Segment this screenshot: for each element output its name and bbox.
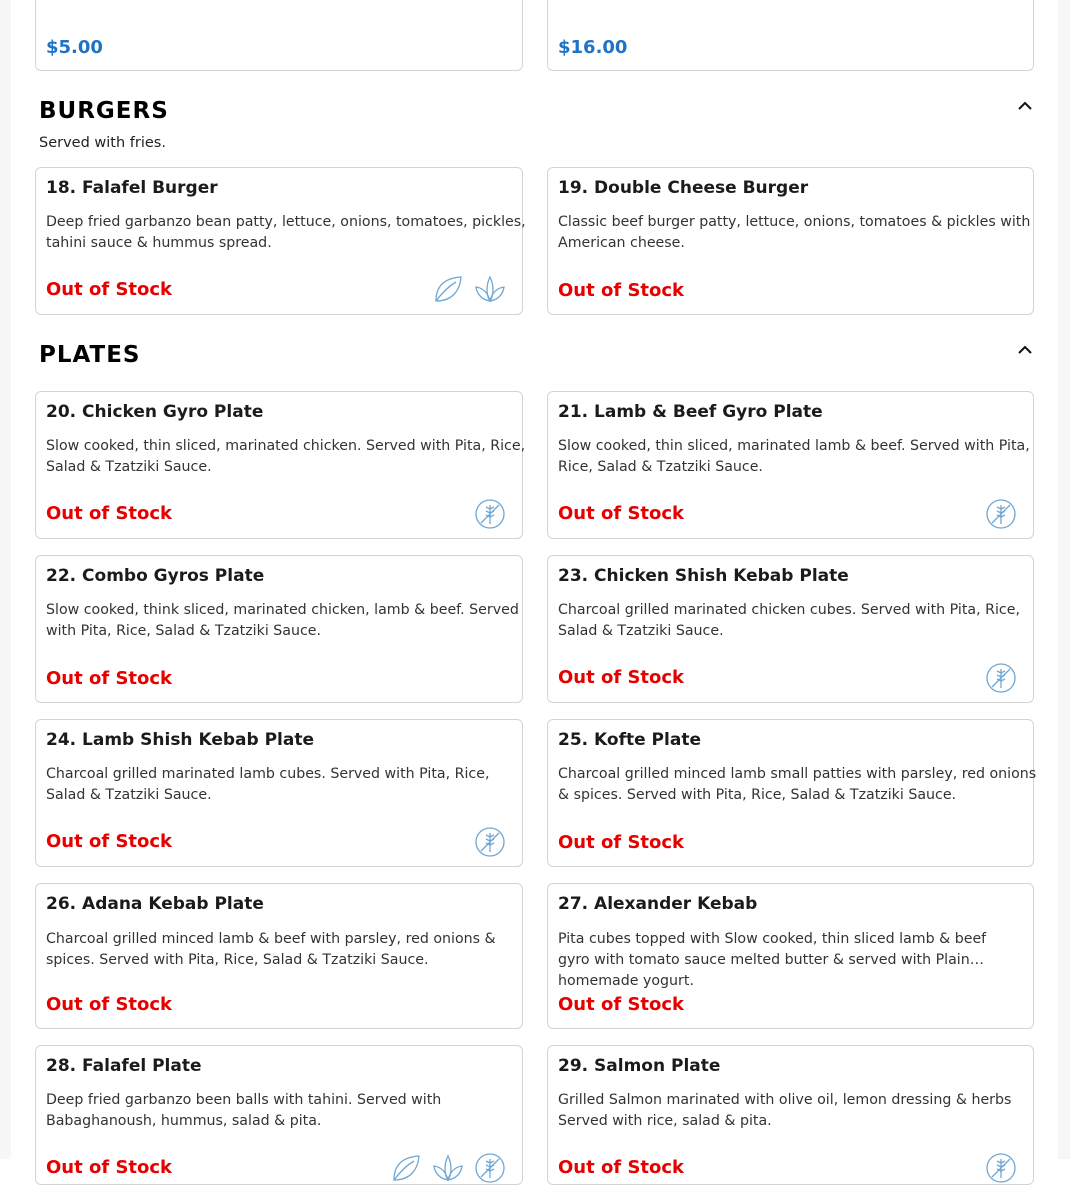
item-name: 21. Lamb & Beef Gyro Plate bbox=[558, 402, 823, 422]
item-price: $5.00 bbox=[46, 37, 103, 58]
menu-item-card[interactable] bbox=[35, 883, 523, 1029]
item-name: 26. Adana Kebab Plate bbox=[46, 894, 264, 914]
vegetarian-leaf-icon bbox=[432, 273, 464, 305]
item-description: Slow cooked, thin sliced, marinated chicken. Served with Pita, Rice, Salad & Tzatziki Sauce. bbox=[46, 438, 526, 475]
menu-item-card[interactable] bbox=[547, 391, 1034, 539]
item-name: 25. Kofte Plate bbox=[558, 730, 701, 750]
item-name: 22. Combo Gyros Plate bbox=[46, 566, 265, 586]
gluten-free-icon bbox=[985, 498, 1017, 530]
item-description: Charcoal grilled minced lamb & beef with parsley, red onions & spices. Served with Pita, Rice, Salad & Tzatziki Sauce. bbox=[46, 931, 496, 968]
item-name: 29. Salmon Plate bbox=[558, 1056, 721, 1076]
gluten-free-icon bbox=[474, 826, 506, 858]
stock-status: Out of Stock bbox=[46, 668, 173, 689]
menu-item-card[interactable] bbox=[35, 719, 523, 867]
menu-item-card[interactable] bbox=[35, 167, 526, 315]
item-price: $16.00 bbox=[558, 37, 628, 58]
item-description: Charcoal grilled marinated chicken cubes. Served with Pita, Rice, Salad & Tzatziki Sauce. bbox=[558, 602, 1020, 639]
vegetarian-leaf-icon bbox=[390, 1152, 422, 1184]
menu-item-card[interactable] bbox=[35, 1045, 523, 1185]
section-subtitle: Served with fries. bbox=[39, 135, 166, 151]
collapse-section-button[interactable] bbox=[1014, 338, 1036, 360]
menu-item-card[interactable] bbox=[547, 0, 1034, 71]
stock-status: Out of Stock bbox=[558, 667, 685, 688]
item-description: Slow cooked, think sliced, marinated chicken, lamb & beef. Served with Pita, Rice, Salad & Tzatziki Sauce. bbox=[46, 602, 519, 639]
section-title: PLATES bbox=[39, 342, 141, 368]
gluten-free-icon bbox=[985, 1152, 1017, 1184]
vegan-plant-icon bbox=[432, 1152, 464, 1184]
menu-item-card[interactable] bbox=[35, 0, 523, 71]
vegan-plant-icon bbox=[474, 273, 506, 305]
item-description: Slow cooked, thin sliced, marinated lamb & beef. Served with Pita, Rice, Salad & Tzatziki Sauce. bbox=[558, 438, 1030, 475]
gluten-free-icon bbox=[474, 498, 506, 530]
menu-item-card[interactable] bbox=[547, 555, 1034, 703]
menu-item-card[interactable] bbox=[35, 391, 526, 539]
chevron-up-icon bbox=[1018, 345, 1032, 354]
gluten-free-icon bbox=[474, 1152, 506, 1184]
item-description: Deep fried garbanzo been balls with tahini. Served with Babaghanoush, hummus, salad & pita. bbox=[46, 1092, 442, 1129]
menu-item-card[interactable] bbox=[35, 555, 523, 703]
stock-status: Out of Stock bbox=[558, 994, 685, 1015]
chevron-up-icon bbox=[1018, 101, 1032, 110]
item-description: Classic beef burger patty, lettuce, onions, tomatoes & pickles with American cheese. bbox=[558, 214, 1031, 251]
item-name: 24. Lamb Shish Kebab Plate bbox=[46, 730, 314, 750]
item-name: 23. Chicken Shish Kebab Plate bbox=[558, 566, 849, 586]
item-name: 19. Double Cheese Burger bbox=[558, 178, 809, 198]
item-name: 27. Alexander Kebab bbox=[558, 894, 758, 914]
item-name: 20. Chicken Gyro Plate bbox=[46, 402, 264, 422]
stock-status: Out of Stock bbox=[558, 1157, 685, 1178]
stock-status: Out of Stock bbox=[46, 831, 173, 852]
menu-item-card[interactable] bbox=[547, 719, 1037, 867]
menu-item-card[interactable] bbox=[547, 167, 1034, 315]
item-name: 28. Falafel Plate bbox=[46, 1056, 202, 1076]
section-title: BURGERS bbox=[39, 98, 169, 124]
stock-status: Out of Stock bbox=[558, 280, 685, 301]
item-description: Grilled Salmon marinated with olive oil, lemon dressing & herbs Served with rice, salad & pita. bbox=[558, 1092, 1012, 1129]
gluten-free-icon bbox=[985, 662, 1017, 694]
item-description: Charcoal grilled marinated lamb cubes. Served with Pita, Rice, Salad & Tzatziki Sauce. bbox=[46, 766, 490, 803]
item-description: Deep fried garbanzo bean patty, lettuce, onions, tomatoes, pickles, tahini sauce & hummus spread. bbox=[46, 214, 526, 251]
item-name: 18. Falafel Burger bbox=[46, 178, 218, 198]
stock-status: Out of Stock bbox=[46, 279, 173, 300]
menu-item-card[interactable] bbox=[547, 1045, 1034, 1185]
stock-status: Out of Stock bbox=[558, 832, 685, 853]
collapse-section-button[interactable] bbox=[1014, 94, 1036, 116]
item-description: Charcoal grilled minced lamb small patties with parsley, red onions & spices. Served with Pita, Rice, Salad & Tzatziki Sauce. bbox=[558, 766, 1037, 803]
stock-status: Out of Stock bbox=[46, 503, 173, 524]
stock-status: Out of Stock bbox=[46, 994, 173, 1015]
item-description: Pita cubes topped with Slow cooked, thin sliced lamb & beef gyro with tomato sauce melted butter & served with Plain homemade yogurt. bbox=[558, 931, 987, 989]
stock-status: Out of Stock bbox=[558, 503, 685, 524]
stock-status: Out of Stock bbox=[46, 1157, 173, 1178]
menu-item-card[interactable] bbox=[547, 883, 1034, 1029]
